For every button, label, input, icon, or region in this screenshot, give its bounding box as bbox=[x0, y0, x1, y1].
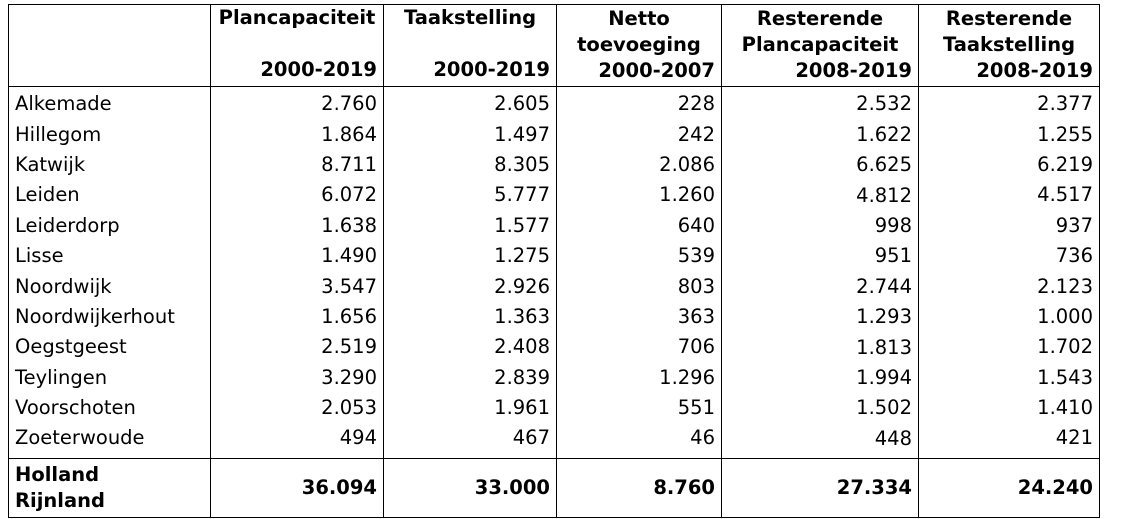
municipality-name: Leiden bbox=[9, 180, 211, 210]
value-cell: 2.744 bbox=[722, 271, 919, 301]
header-label: Plancapaciteit bbox=[218, 6, 376, 29]
total-cell: 33.000 bbox=[384, 458, 557, 517]
table-row bbox=[9, 302, 1100, 332]
total-cell: 27.334 bbox=[722, 458, 919, 517]
header-blank-cell bbox=[9, 5, 211, 87]
municipality-name: Noordwijkerhout bbox=[9, 302, 211, 332]
value-cell: 2.408 bbox=[384, 332, 557, 362]
value-cell: 1.490 bbox=[211, 241, 384, 271]
value-cell: 1.577 bbox=[384, 211, 557, 241]
table-row bbox=[9, 211, 1100, 241]
table-row bbox=[9, 393, 1100, 423]
municipality-name: Teylingen bbox=[9, 363, 211, 393]
value-cell: 5.777 bbox=[384, 180, 557, 210]
municipality-name: Noordwijk bbox=[9, 271, 211, 301]
value-cell: 2.086 bbox=[557, 150, 722, 180]
value-cell: 2.532 bbox=[722, 87, 919, 120]
municipality-name: Lisse bbox=[9, 241, 211, 271]
header-period: 2008-2019 bbox=[976, 59, 1093, 82]
value-cell: 551 bbox=[557, 393, 722, 423]
value-cell: 8.711 bbox=[211, 150, 384, 180]
value-cell: 1.293 bbox=[722, 302, 919, 332]
total-cell: 36.094 bbox=[211, 458, 384, 517]
value-cell: 2.519 bbox=[211, 332, 384, 362]
value-cell: 706 bbox=[557, 332, 722, 362]
value-cell: 448 bbox=[722, 423, 919, 458]
value-cell: 2.377 bbox=[919, 87, 1100, 120]
total-label-line: Holland bbox=[15, 462, 100, 486]
value-cell: 3.547 bbox=[211, 271, 384, 301]
header-label: Taakstelling bbox=[942, 33, 1076, 56]
municipality-name: Leiderdorp bbox=[9, 211, 211, 241]
municipality-name: Hillegom bbox=[9, 119, 211, 149]
value-cell: 1.702 bbox=[919, 332, 1100, 362]
value-cell: 363 bbox=[557, 302, 722, 332]
value-cell: 46 bbox=[557, 423, 722, 458]
value-cell: 4.517 bbox=[919, 180, 1100, 210]
value-cell: 242 bbox=[557, 119, 722, 149]
table-row bbox=[9, 241, 1100, 271]
table-row bbox=[9, 332, 1100, 362]
value-cell: 1.622 bbox=[722, 119, 919, 149]
value-cell: 467 bbox=[384, 423, 557, 458]
value-cell: 228 bbox=[557, 87, 722, 120]
value-cell: 2.123 bbox=[919, 271, 1100, 301]
value-cell: 1.543 bbox=[919, 363, 1100, 393]
header-label: toevoeging bbox=[577, 33, 701, 56]
value-cell: 2.926 bbox=[384, 271, 557, 301]
value-cell: 1.497 bbox=[384, 119, 557, 149]
header-resterende-plancapaciteit bbox=[722, 5, 919, 87]
header-row bbox=[9, 5, 1100, 87]
value-cell: 1.260 bbox=[557, 180, 722, 210]
value-cell: 1.410 bbox=[919, 393, 1100, 423]
header-resterende-taakstelling bbox=[919, 5, 1100, 87]
value-cell: 951 bbox=[722, 241, 919, 271]
header-period: 2000-2019 bbox=[260, 58, 377, 81]
header-label: Plancapaciteit bbox=[741, 33, 899, 56]
table-row bbox=[9, 423, 1100, 458]
value-cell: 1.864 bbox=[211, 119, 384, 149]
header-netto-toevoeging bbox=[557, 5, 722, 87]
municipality-name: Alkemade bbox=[9, 87, 211, 120]
value-cell: 6.625 bbox=[722, 150, 919, 180]
table-row bbox=[9, 180, 1100, 210]
value-cell: 6.072 bbox=[211, 180, 384, 210]
value-cell: 2.839 bbox=[384, 363, 557, 393]
value-cell: 6.219 bbox=[919, 150, 1100, 180]
value-cell: 803 bbox=[557, 271, 722, 301]
value-cell: 1.255 bbox=[919, 119, 1100, 149]
table-row bbox=[9, 87, 1100, 120]
total-cell: 24.240 bbox=[919, 458, 1100, 517]
value-cell: 1.656 bbox=[211, 302, 384, 332]
value-cell: 1.296 bbox=[557, 363, 722, 393]
value-cell: 998 bbox=[722, 211, 919, 241]
value-cell: 1.275 bbox=[384, 241, 557, 271]
value-cell: 539 bbox=[557, 241, 722, 271]
header-taakstelling bbox=[384, 5, 557, 87]
value-cell: 1.813 bbox=[722, 332, 919, 362]
table-row bbox=[9, 150, 1100, 180]
value-cell: 494 bbox=[211, 423, 384, 458]
value-cell: 1.502 bbox=[722, 393, 919, 423]
table-row bbox=[9, 363, 1100, 393]
total-label bbox=[9, 458, 211, 517]
municipality-name: Oegstgeest bbox=[9, 332, 211, 362]
municipality-name: Zoeterwoude bbox=[9, 423, 211, 458]
housing-capacity-table bbox=[8, 4, 1100, 518]
header-label: Taakstelling bbox=[403, 6, 537, 29]
value-cell: 3.290 bbox=[211, 363, 384, 393]
table-row bbox=[9, 271, 1100, 301]
value-cell: 2.053 bbox=[211, 393, 384, 423]
total-row bbox=[9, 458, 1100, 517]
table-row bbox=[9, 119, 1100, 149]
total-label-line: Rijnland bbox=[15, 488, 105, 512]
total-cell: 8.760 bbox=[557, 458, 722, 517]
value-cell: 640 bbox=[557, 211, 722, 241]
value-cell: 736 bbox=[919, 241, 1100, 271]
value-cell: 1.638 bbox=[211, 211, 384, 241]
value-cell: 2.760 bbox=[211, 87, 384, 120]
value-cell: 8.305 bbox=[384, 150, 557, 180]
value-cell: 1.000 bbox=[919, 302, 1100, 332]
value-cell: 937 bbox=[919, 211, 1100, 241]
value-cell: 421 bbox=[919, 423, 1100, 458]
header-label: Resterende bbox=[945, 7, 1073, 30]
value-cell: 1.994 bbox=[722, 363, 919, 393]
value-cell: 1.363 bbox=[384, 302, 557, 332]
header-label: Resterende bbox=[756, 7, 884, 30]
value-cell: 1.961 bbox=[384, 393, 557, 423]
header-label: Netto bbox=[608, 7, 670, 30]
value-cell: 2.605 bbox=[384, 87, 557, 120]
header-plancapaciteit bbox=[211, 5, 384, 87]
municipality-name: Voorschoten bbox=[9, 393, 211, 423]
value-cell: 4.812 bbox=[722, 180, 919, 210]
municipality-name: Katwijk bbox=[9, 150, 211, 180]
header-period: 2000-2019 bbox=[433, 58, 550, 81]
header-period: 2008-2019 bbox=[795, 59, 912, 82]
header-period: 2000-2007 bbox=[598, 59, 715, 82]
